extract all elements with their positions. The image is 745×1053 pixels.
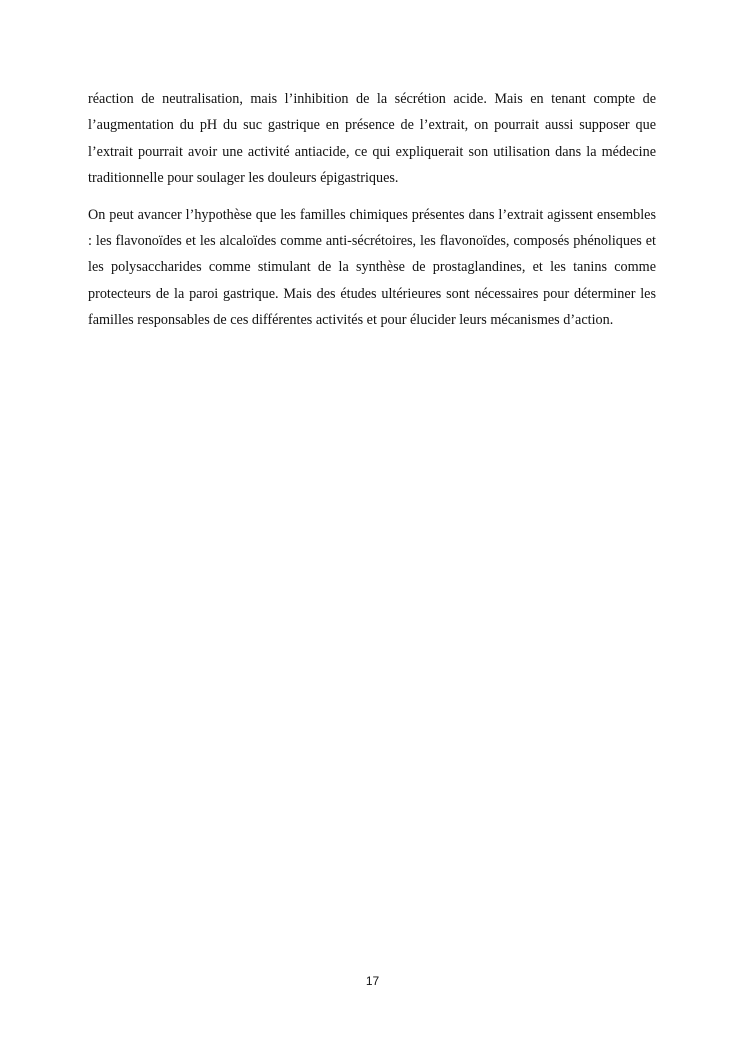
paragraph-1: réaction de neutralisation, mais l’inhibition de la sécrétion acide. Mais en tenant compte de l’augmentation du pH du suc gastrique en présence de l’extrait, on pourrait aussi supposer que l’extrait pourrait avoir une activité antiacide, ce qui expliquerait son utilisation dans la médecine traditionnelle pour soulager les douleurs épigastriques. xyxy=(88,91,656,187)
body-text xyxy=(88,86,656,344)
paragraph-2: On peut avancer l’hypothèse que les familles chimiques présentes dans l’extrait agissent ensembles : les flavonoïdes et les alcaloïdes comme anti-sécrétoires, les flavonoïdes, composés phénoliques et les polysaccharides comme stimulant de la synthèse de prostaglandines, et les tanins comme protecteurs de la paroi gastrique. Mais des études ultérieures sont nécessaires pour déterminer les familles responsables de ces différentes activités et pour élucider leurs mécanismes d’action. xyxy=(88,206,656,329)
page-number: 17 xyxy=(365,974,380,988)
